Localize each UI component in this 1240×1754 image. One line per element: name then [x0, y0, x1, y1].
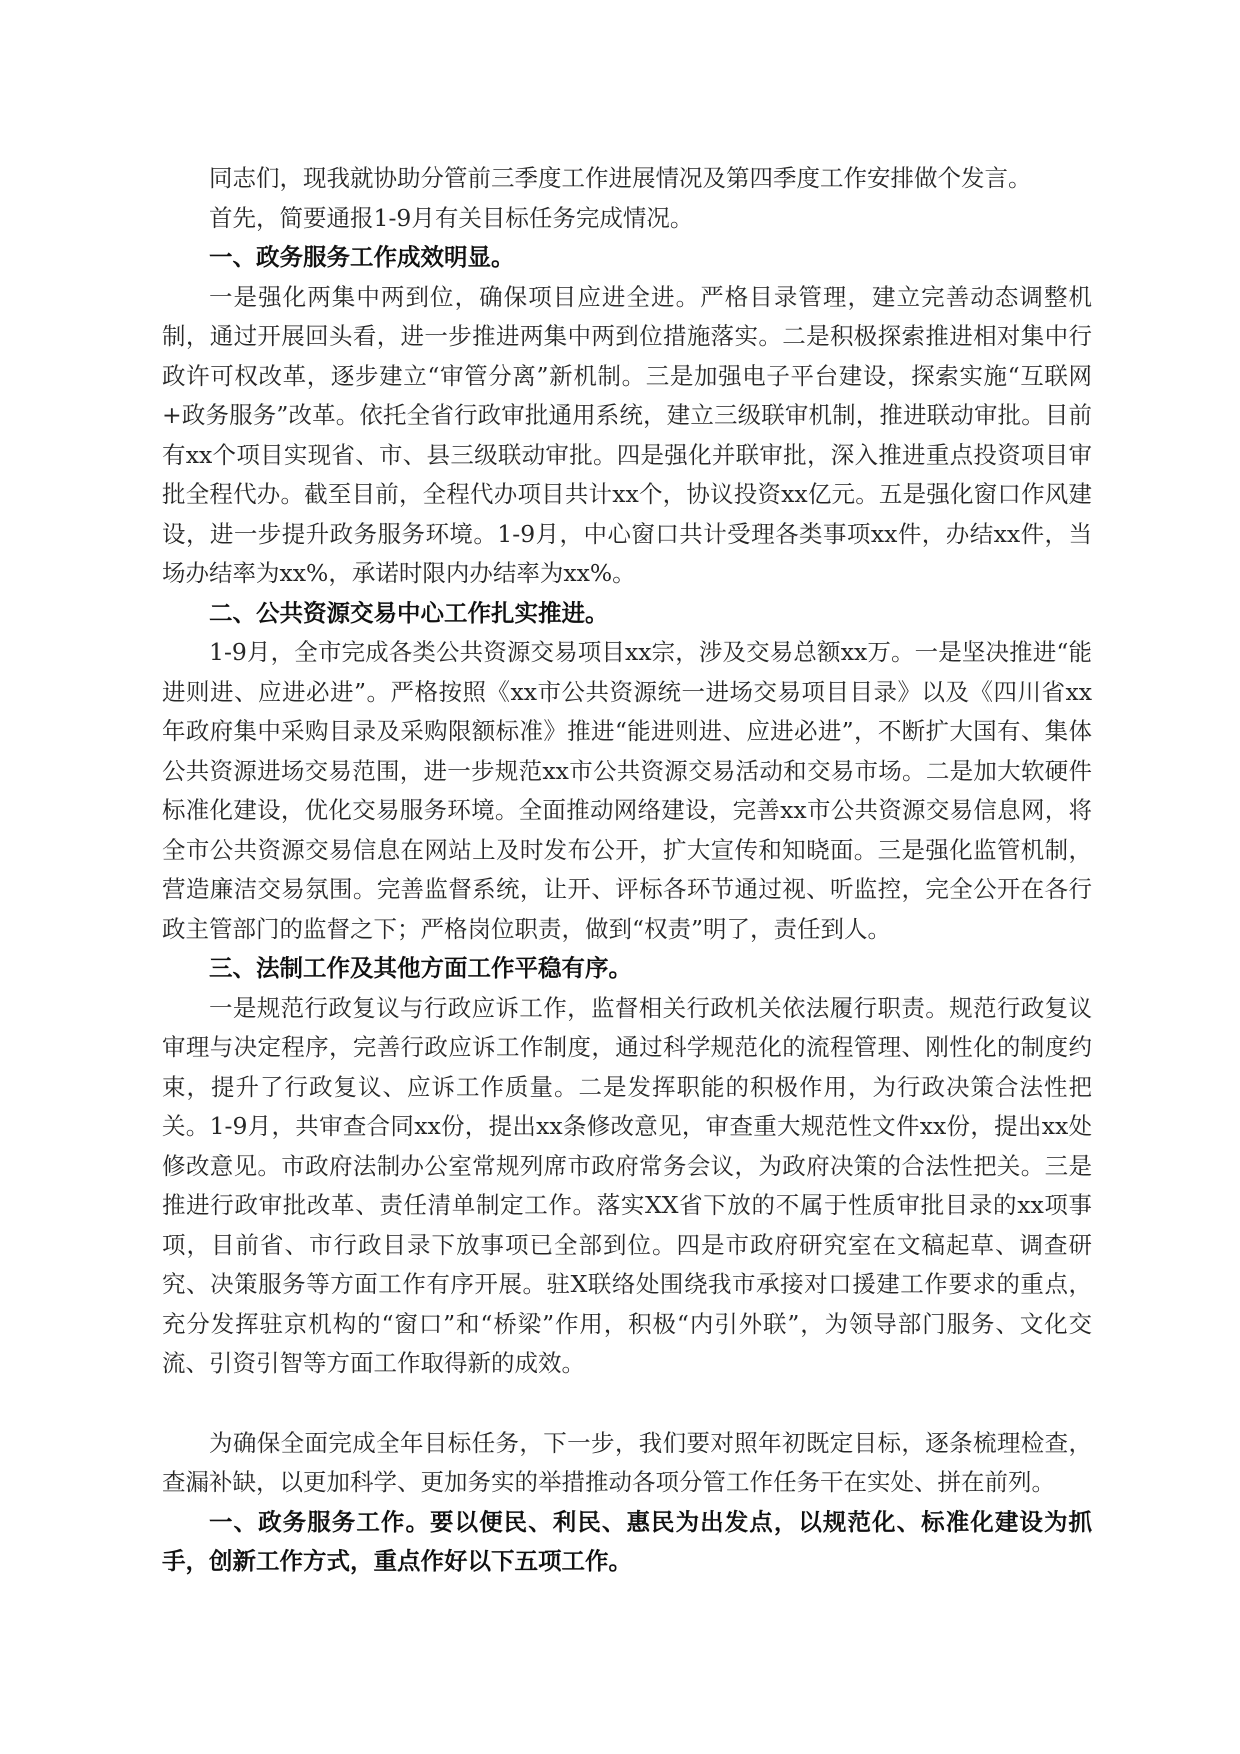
section-heading-3: 三、法制工作及其他方面工作平稳有序。 — [209, 954, 632, 982]
next-steps-paragraph: 为确保全面完成全年目标任务，下一步，我们要对照年初既定目标，逐条梳理检查，查漏补缺，以更加科学、更加务实的举措推动各项分管工作任务干在实处、拼在前列。 — [162, 1428, 1092, 1496]
plan-heading-1: 一、政务服务工作。要以便民、利民、惠民为出发点，以规范化、标准化建设为抓手，创新工作方式，重点作好以下五项工作。 — [162, 1507, 1092, 1575]
intro-paragraph: 首先，简要通报1-9月有关目标任务完成情况。 — [209, 203, 694, 232]
section-body-2: 1-9月，全市完成各类公共资源交易项目xx宗，涉及交易总额xx万。一是坚决推进“能进则进、应进必进”。严格按照《xx市公共资源统一进场交易项目目录》以及《四川省xx年政府集中采购目录及采购限额标准》推进“能进则进、应进必进”，不断扩大国有、集体公共资源进场交易范围，进一步规范xx市公共资源交易活动和交易市场。二是加大软硬件标准化建设，优化交易服务环境。全面推动网络建设，完善xx市公共资源交易信息网，将全市公共资源交易信息在网站上及时发布公开，扩大宣传和知晓面。三是强化监管机制，营造廉洁交易氛围。完善监督系统，让开、评标各环节通过视、听监控，完全公开在各行政主管部门的监督之下；严格岗位职责，做到“权责”明了，责任到人。 — [162, 638, 1092, 943]
section-heading-1: 一、政务服务工作成效明显。 — [209, 243, 515, 271]
section-heading-2: 二、公共资源交易中心工作扎实推进。 — [209, 598, 609, 627]
document-body — [162, 159, 1092, 1582]
opening-paragraph: 同志们，现我就协助分管前三季度工作进展情况及第四季度工作安排做个发言。 — [209, 164, 1032, 192]
section-body-3: 一是规范行政复议与行政应诉工作，监督相关行政机关依法履行职责。规范行政复议审理与决定程序，完善行政应诉工作制度，通过科学规范化的流程管理、刚性化的制度约束，提升了行政复议、应诉工作质量。二是发挥职能的积极作用，为行政决策合法性把关。1-9月，共审查合同xx份，提出xx条修改意见，审查重大规范性文件xx份，提出xx处修改意见。市政府法制办公室常规列席市政府常务会议，为政府决策的合法性把关。三是推进行政审批改革、责任清单制定工作。落实XX省下放的不属于性质审批目录的xx项事项，目前省、市行政目录下放事项已全部到位。四是市政府研究室在文稿起草、调查研究、决策服务等方面工作有序开展。驻X联络处围绕我市承接对口援建工作要求的重点，充分发挥驻京机构的“窗口”和“桥梁”作用，积极“内引外联”，为领导部门服务、文化交流、引资引智等方面工作取得新的成效。 — [162, 993, 1092, 1377]
paragraph-spacer — [162, 1384, 1092, 1424]
section-body-1: 一是强化两集中两到位，确保项目应进全进。严格目录管理，建立完善动态调整机制，通过开展回头看，进一步推进两集中两到位措施落实。二是积极探索推进相对集中行政许可权改革，逐步建立“审管分离”新机制。三是加强电子平台建设，探索实施“互联网+政务服务”改革。依托全省行政审批通用系统，建立三级联审机制，推进联动审批。目前有xx个项目实现省、市、县三级联动审批。四是强化并联审批，深入推进重点投资项目审批全程代办。截至目前，全程代办项目共计xx个，协议投资xx亿元。五是强化窗口作风建设，进一步提升政务服务环境。1-9月，中心窗口共计受理各类事项xx件，办结xx件，当场办结率为xx%，承诺时限内办结率为xx%。 — [162, 282, 1092, 587]
